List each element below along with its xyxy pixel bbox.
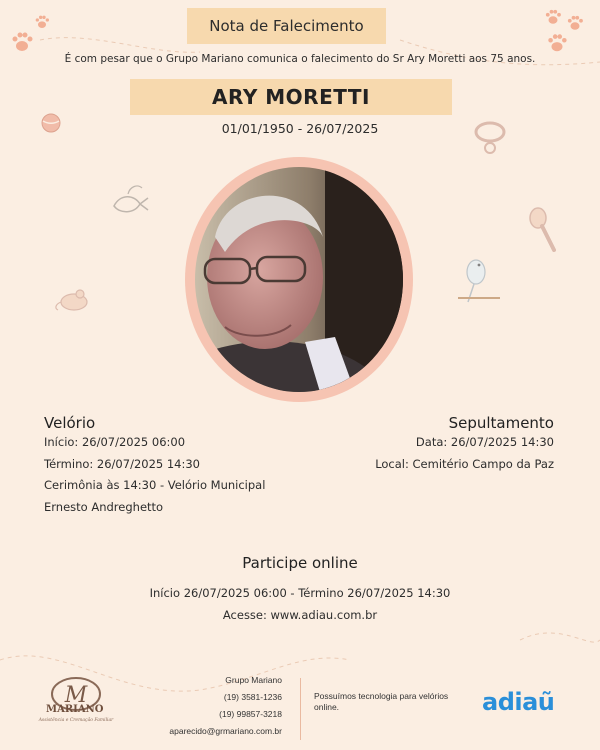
online-title: Participe online <box>242 554 358 572</box>
velorio-line: Ernesto Andreghetto <box>44 499 164 514</box>
notice-title: Nota de Falecimento <box>209 17 364 35</box>
online-access-link[interactable]: Acesse: www.adiau.com.br <box>222 608 378 622</box>
sepultamento-line: Data: 26/07/2025 14:30 <box>415 435 554 449</box>
sepultamento-line: Local: Cemitério Campo da Paz <box>375 456 554 471</box>
contact-phone[interactable]: (19) 3581-1236 <box>223 692 282 702</box>
velorio-line: Início: 26/07/2025 06:00 <box>44 435 186 449</box>
contact-phone[interactable]: (19) 99857-3218 <box>219 709 282 719</box>
intro-text: É com pesar que o Grupo Mariano comunica o falecimento do Sr Ary Moretti aos 75 anos. <box>64 53 536 65</box>
mouse-toy-icon <box>52 284 96 314</box>
fish-toy-icon <box>108 182 152 222</box>
parakeet-icon <box>454 250 504 308</box>
online-schedule: Início 26/07/2025 06:00 - Término 26/07/2025 14:30 <box>149 586 451 600</box>
logo-tagline: Assistência e Cremação Familiar <box>38 718 114 723</box>
life-dates: 01/01/1950 - 26/07/2025 <box>221 121 379 136</box>
sepultamento-title: Sepultamento <box>448 414 554 432</box>
velorio-title: Velório <box>44 414 96 432</box>
footer-contact <box>150 672 282 740</box>
contact-company: Grupo Mariano <box>225 675 282 685</box>
adiau-logo: adiaũ <box>482 688 555 716</box>
mariano-logo <box>36 676 116 728</box>
deceased-name: ARY MORETTI <box>212 85 370 109</box>
svg-text:M: M <box>64 683 88 708</box>
contact-email[interactable]: aparecido@grmariano.com.br <box>169 726 282 736</box>
footer-divider <box>300 678 301 740</box>
velorio-line: Cerimônia às 14:30 - Velório Municipal <box>44 478 266 492</box>
notice-title-banner <box>187 8 386 44</box>
deceased-photo <box>195 167 403 392</box>
name-banner <box>130 79 452 115</box>
logo-text: MARIANO <box>46 704 104 715</box>
brush-icon <box>526 206 560 254</box>
footer-tech-text: Possuímos tecnologia para velórios online. <box>314 691 449 712</box>
velorio-line: Término: 26/07/2025 14:30 <box>44 456 201 471</box>
velorio-section <box>44 414 265 518</box>
sepultamento-section <box>375 414 554 475</box>
